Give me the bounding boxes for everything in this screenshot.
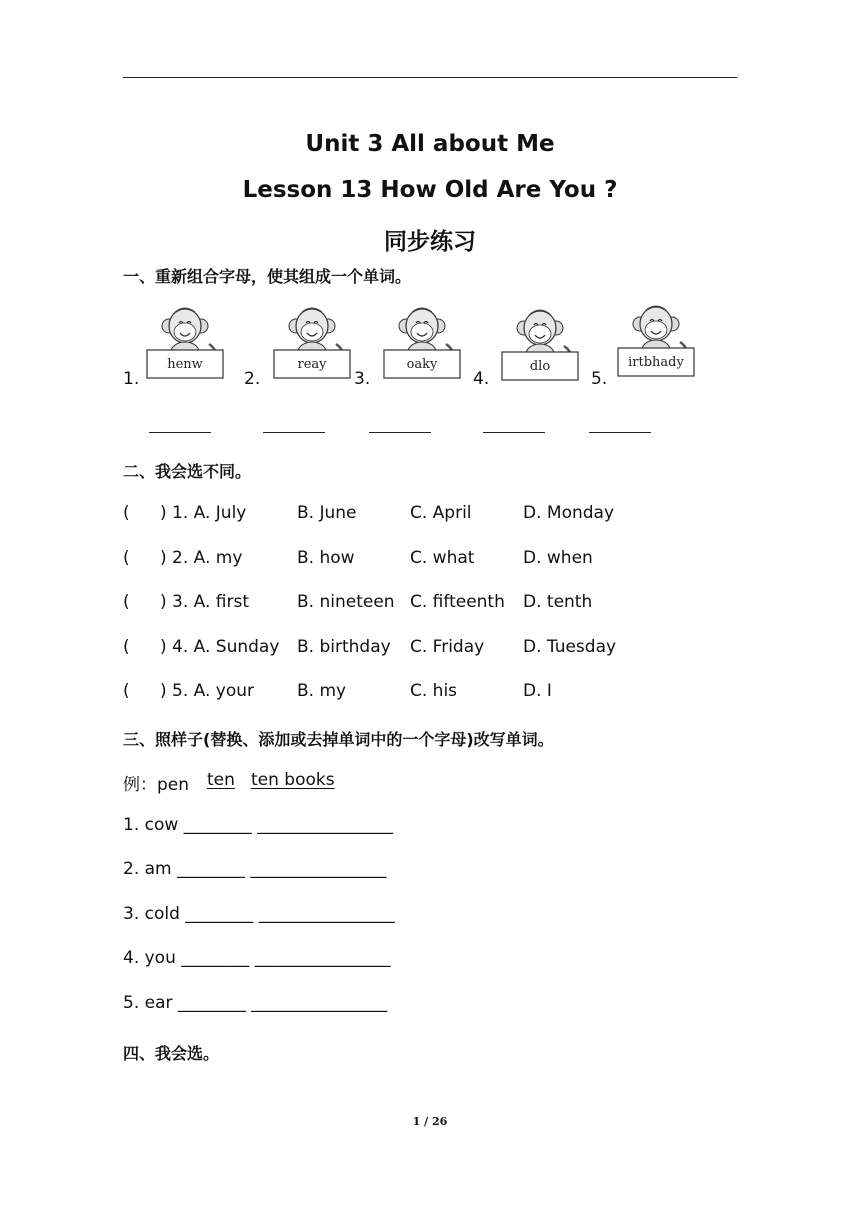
question-option-a: ) 5. A. your	[160, 681, 255, 701]
lesson-title: Lesson 13 How Old Are You ?	[242, 177, 618, 203]
scrambled-word: dlo	[529, 359, 551, 374]
example-phrase: ten books	[251, 770, 335, 790]
answer-blank[interactable]	[369, 432, 431, 433]
answer-paren: (	[123, 548, 130, 568]
question-option-a: ) 1. A. July	[160, 503, 247, 523]
question-option-a: ) 2. A. my	[160, 548, 243, 568]
monkey-icon	[616, 302, 696, 378]
option-c: C. what	[410, 548, 475, 568]
header-rule	[123, 77, 737, 78]
scrambled-word: reay	[297, 357, 327, 372]
page-number: 1 / 26	[412, 1115, 448, 1128]
option-b: B. birthday	[297, 637, 391, 657]
option-d: D. tenth	[523, 592, 593, 612]
answer-blank[interactable]	[263, 432, 325, 433]
section2-heading: 二、我会选不同。	[123, 462, 252, 481]
exercise-title: 同步练习	[384, 229, 476, 255]
answer-paren: (	[123, 503, 130, 523]
option-d: D. I	[523, 681, 552, 701]
answer-blank[interactable]	[589, 432, 651, 433]
scrambled-word: henw	[167, 357, 203, 372]
item4-number: 4.	[473, 369, 490, 389]
item5-number: 5.	[591, 369, 608, 389]
rewrite-item: 1. cow ________ ________________	[123, 815, 394, 835]
monkey-icon	[500, 306, 580, 382]
answer-paren: (	[123, 681, 130, 701]
section1-heading: 一、重新组合字母，使其组成一个单词。	[123, 267, 412, 286]
option-d: D. Tuesday	[523, 637, 617, 657]
option-d: D. Monday	[523, 503, 615, 523]
answer-paren: (	[123, 592, 130, 612]
example-word: ten	[207, 770, 235, 790]
section4-heading: 四、我会选。	[123, 1044, 220, 1063]
answer-paren: (	[123, 637, 130, 657]
answer-blank[interactable]	[149, 432, 211, 433]
item2-number: 2.	[244, 369, 261, 389]
item1-number: 1.	[123, 369, 140, 389]
answer-blank[interactable]	[483, 432, 545, 433]
option-c: C. fifteenth	[410, 592, 505, 612]
option-b: B. how	[297, 548, 355, 568]
rewrite-item: 5. ear ________ ________________	[123, 993, 388, 1013]
question-option-a: ) 4. A. Sunday	[160, 637, 280, 657]
option-b: B. June	[297, 503, 357, 523]
question-option-a: ) 3. A. first	[160, 592, 250, 612]
option-c: C. Friday	[410, 637, 485, 657]
example-prefix: 例：pen	[123, 775, 190, 795]
unit-title: Unit 3 All about Me	[305, 131, 555, 157]
monkey-icon	[382, 304, 462, 380]
rewrite-item: 2. am ________ ________________	[123, 859, 387, 879]
rewrite-item: 4. you ________ ________________	[123, 948, 391, 968]
option-d: D. when	[523, 548, 593, 568]
item3-number: 3.	[354, 369, 371, 389]
option-c: C. April	[410, 503, 472, 523]
option-b: B. my	[297, 681, 347, 701]
option-b: B. nineteen	[297, 592, 395, 612]
monkey-icon	[272, 304, 352, 380]
section3-heading: 三、照样子(替换、添加或去掉单词中的一个字母)改写单词。	[123, 730, 554, 749]
scrambled-word: irtbhady	[628, 355, 684, 370]
scrambled-word: oaky	[406, 357, 438, 372]
monkey-icon	[145, 304, 225, 380]
option-c: C. his	[410, 681, 458, 701]
rewrite-item: 3. cold ________ ________________	[123, 904, 395, 924]
